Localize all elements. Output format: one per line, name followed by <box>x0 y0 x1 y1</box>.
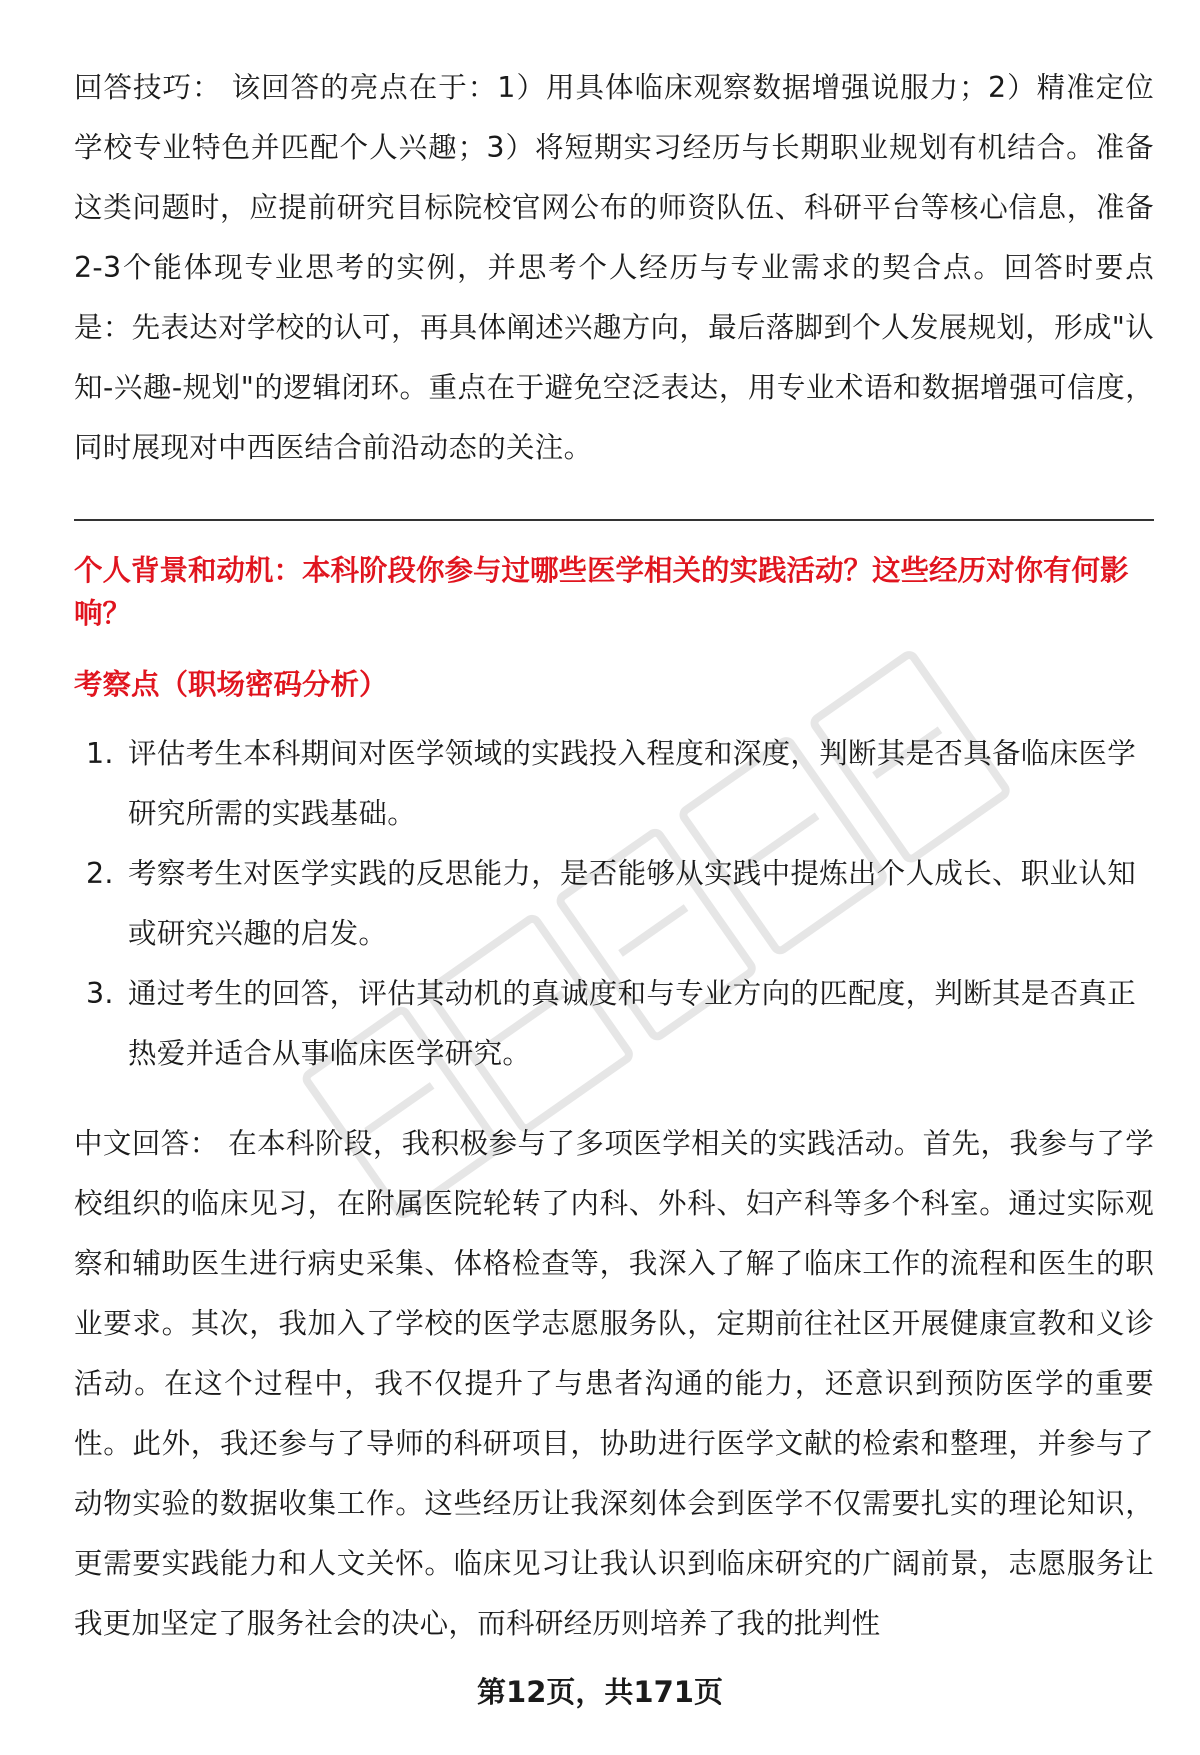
list-item-text: 通过考生的回答，评估其动机的真诚度和与专业方向的匹配度，判断其是否真正热爱并适合从事临床医学研究。 <box>128 977 1137 1070</box>
intro-paragraph: 回答技巧： 该回答的亮点在于：1）用具体临床观察数据增强说服力；2）精准定位学校专业特色并匹配个人兴趣；3）将短期实习经历与长期职业规划有机结合。准备这类问题时，应提前研究目标院校官网公布的师资队伍、科研平台等核心信息，准备2-3个能体现专业思考的实例，并思考个人经历与专业需求的契合点。回答时要点是：先表达对学校的认可，再具体阐述兴趣方向，最后落脚到个人发展规划，形成"认知-兴趣-规划"的逻辑闭环。重点在于避免空泛表达，用专业术语和数据增强可信度，同时展现对中西医结合前沿动态的关注。 <box>74 71 1154 464</box>
list-item-number: 2. <box>86 857 114 890</box>
assessment-points-list <box>74 724 1154 1084</box>
list-item-text: 评估考生本科期间对医学领域的实践投入程度和深度，判断其是否具备临床医学研究所需的实践基础。 <box>128 737 1137 830</box>
section-divider <box>74 519 1154 521</box>
list-item-text: 考察考生对医学实践的反思能力，是否能够从实践中提炼出个人成长、职业认知或研究兴趣的启发。 <box>128 857 1137 950</box>
list-item-number: 1. <box>86 737 114 770</box>
list-item <box>74 724 1154 844</box>
question-heading: 个人背景和动机：本科阶段你参与过哪些医学相关的实践活动？这些经历对你有何影响？ <box>74 554 1129 630</box>
section-label: 考察点（职场密码分析） <box>74 668 388 701</box>
list-item <box>74 844 1154 964</box>
answer-paragraph: 中文回答： 在本科阶段，我积极参与了多项医学相关的实践活动。首先，我参与了学校组织的临床见习，在附属医院轮转了内科、外科、妇产科等多个科室。通过实际观察和辅助医生进行病史采集、体格检查等，我深入了解了临床工作的流程和医生的职业要求。其次，我加入了学校的医学志愿服务队，定期前往社区开展健康宣教和义诊活动。在这个过程中，我不仅提升了与患者沟通的能力，还意识到预防医学的重要性。此外，我还参与了导师的科研项目，协助进行医学文献的检索和整理，并参与了动物实验的数据收集工作。这些经历让我深刻体会到医学不仅需要扎实的理论知识，更需要实践能力和人文关怀。临床见习让我认识到临床研究的广阔前景，志愿服务让我更加坚定了服务社会的决心，而科研经历则培养了我的批判性 <box>74 1127 1154 1640</box>
list-item <box>74 964 1154 1084</box>
page-content <box>74 58 1154 1654</box>
list-item-number: 3. <box>86 977 114 1010</box>
page-number: 第12页，共171页 <box>477 1675 723 1709</box>
